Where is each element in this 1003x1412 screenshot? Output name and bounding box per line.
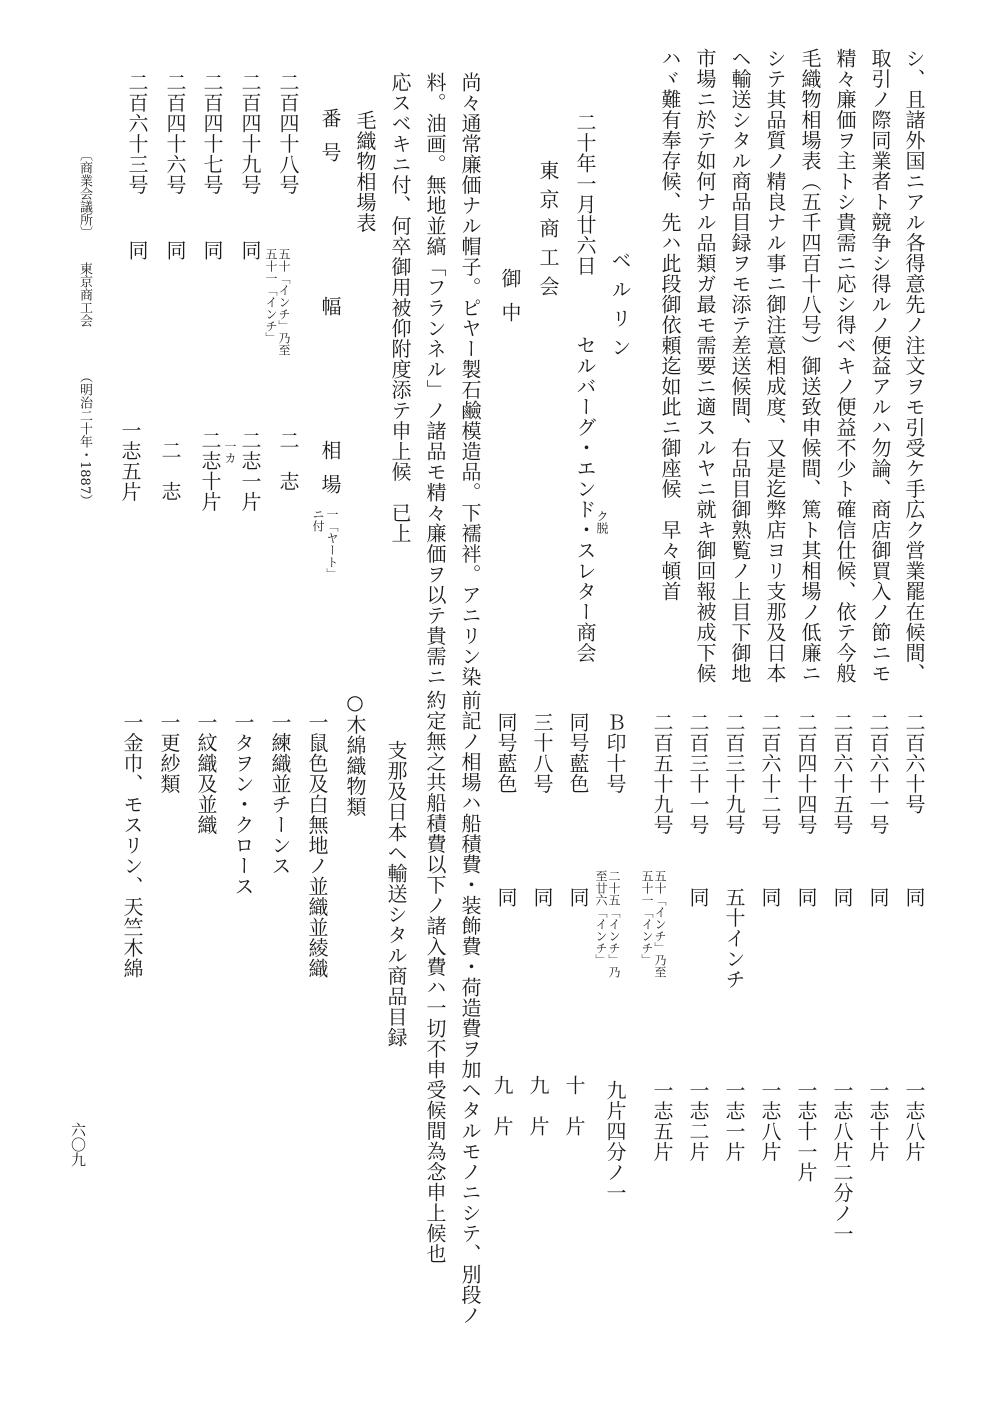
header-price: 相場 (318, 440, 342, 508)
width-line: 五十一「インチ」 (264, 248, 278, 344)
row-number: 二百三十九号 (722, 712, 746, 835)
source-era: （明治二十年・1887） (77, 370, 92, 508)
letter-line-7: 市場ニ於テ如何ナル品類ガ最モ需要ニ適スルヤニ就キ御回報被成下候 (693, 48, 717, 684)
header-number: 番号 (318, 108, 342, 176)
row-price: 二 志 (276, 430, 300, 492)
row-price-note: 一カ (223, 440, 237, 464)
sender-note: ク脱 (595, 510, 609, 534)
list-item: 一練織並チーンス (268, 712, 292, 876)
row-number: 同号藍色 (494, 712, 518, 794)
row-price: 一志八片 (902, 1080, 926, 1162)
row-number: 同号藍色 (566, 712, 590, 794)
source-org: 東京商工会 (77, 262, 92, 327)
date: 二十年一月廿六日 (573, 112, 597, 276)
row-price: 二志一片 (238, 430, 262, 512)
row-width: 同 (494, 887, 518, 908)
row-number: 二百三十一号 (686, 712, 710, 835)
row-number: 二百五十九号 (650, 712, 674, 835)
source-label: 〔商業会議所〕 (77, 148, 92, 239)
letter-line-8: ハヾ難有奉存候、先ハ此段御依頼迄如此ニ御座候 早々頓首 (658, 48, 682, 602)
width-line: 五十一「インチ」 (640, 870, 654, 966)
table-title: 毛織物相場表 (353, 110, 377, 233)
row-width: 同 (530, 887, 554, 908)
row-width: 同 (866, 887, 890, 908)
enclosure-line-1: 尚々通常廉価ナル帽子。ピヤー製石鹼模造品。下襦袢。アニリン染 (458, 72, 482, 687)
enclosure-line-3: 応スベキニ付、何卒御用被仰附度添テ申上候 已上 (388, 72, 412, 544)
row-price: 九片四分ノ一 (603, 1080, 627, 1203)
row-width: 同 (830, 887, 854, 908)
row-width: 同 (758, 887, 782, 908)
row-price: 一志二片 (686, 1080, 710, 1162)
row-number: 二百四十六号 (163, 72, 187, 195)
price-unit-note-1: 一「ヤート」 (325, 508, 339, 580)
letter-line-1: シ、且諸外国ニアル各得意先ノ注文ヲモ引受ケ手広ク営業罷在候間、 (902, 48, 926, 684)
row-number: 二百六十三号 (125, 72, 149, 195)
row-price: 一志八片 (758, 1080, 782, 1162)
row-width: 同 (902, 887, 926, 908)
catalogue-title: 支那及日本ヘ輸送シタル商品目録 (384, 740, 408, 1048)
row-price: 二 志 (158, 440, 182, 502)
row-width: 同 (794, 887, 818, 908)
row-width: 五十インチ (722, 887, 746, 990)
list-item: 一鼠色及白無地ノ並織並綾織 (305, 712, 329, 979)
row-width: 同 (163, 240, 187, 261)
row-price: 一志八片二分ノ一 (830, 1080, 854, 1244)
row-number: 二百六十一号 (866, 712, 890, 835)
row-width: 同 (200, 240, 224, 261)
row-number: 二百四十四号 (794, 712, 818, 835)
row-number: 三十八号 (530, 712, 554, 794)
row-width-stack (640, 870, 666, 978)
enclosure-line-2: 料。油画。無地並縞「フランネル」ノ諸品モ精々廉価ヲ以テ貴需ニ (423, 72, 447, 687)
addressee: 東京商工会 (536, 160, 560, 305)
row-price: 九 片 (526, 1075, 550, 1137)
row-number: 二百四十七号 (200, 72, 224, 195)
list-item: 一紋織及並織 (194, 712, 218, 835)
letter-line-6: ヘ輸送シタル商品目録ヲモ添テ差送候間、右品目御熟覧ノ上目下御地 (728, 48, 752, 684)
onchu: 御中 (498, 268, 522, 336)
row-price: 九 片 (490, 1075, 514, 1137)
price-unit-note-2: ニ付 (311, 508, 325, 532)
row-number: Ｂ印十号 (603, 712, 627, 794)
sender: セルバーグ・エンド・スレター商会 (573, 335, 597, 663)
letter-line-4: 毛織物相場表（五千四百十八号）御送致申候間、篤ト其相場ノ低廉ニ (798, 48, 822, 684)
berlin: ベルリン (608, 250, 632, 366)
closing-line-2: 約定無之共船積費以下ノ諸入費ハ一切不申受候間為念申上候也 (423, 690, 447, 1264)
row-price: 一志十片 (866, 1080, 890, 1162)
category-heading: ○木綿織物類 (343, 690, 367, 817)
width-line: 五十「インチ」乃至 (277, 248, 291, 356)
header-width: 幅 (318, 296, 342, 317)
row-price: 二志十片 (198, 430, 222, 512)
list-item: 一金巾、モスリン、天竺木綿 (120, 712, 144, 979)
row-number: 二百六十五号 (830, 712, 854, 835)
closing-line-1: 前記ノ相場ハ船積費・装飾費・荷造費ヲ加ヘタルモノニシテ、別段ノ (458, 690, 482, 1326)
letter-line-2: 取引ノ際同業者ト競争シ得ルノ便益アルハ勿論、商店御買入ノ節ニモ (868, 48, 892, 684)
row-price: 十 片 (562, 1075, 586, 1137)
row-price: 一志五片 (118, 420, 142, 502)
row-number: 二百四十八号 (276, 72, 300, 195)
letter-line-3: 精々廉価ヲ主トシ貴需ニ応シ得ベキノ便益不少ト確信仕候、依テ今般 (833, 48, 857, 684)
list-item: 一更紗類 (157, 712, 181, 794)
width-line: 二十五「インチ」乃 (607, 870, 621, 978)
page-number: 六〇九 (69, 1122, 87, 1167)
row-number: 二百四十九号 (238, 72, 262, 195)
row-number: 二百六十二号 (758, 712, 782, 835)
row-width-stack (264, 248, 290, 356)
width-line: 五十「インチ」乃至 (653, 870, 667, 978)
row-width: 同 (125, 240, 149, 261)
row-width: 同 (566, 887, 590, 908)
row-price: 一志五片 (650, 1080, 674, 1162)
row-width: 同 (686, 887, 710, 908)
row-width-stack (594, 870, 620, 978)
list-item: 一タヲン・クロース (231, 712, 255, 897)
row-price: 一志十一片 (794, 1080, 818, 1183)
letter-line-5: シテ其品質ノ精良ナル事ニ御注意相成度、又是迄弊店ヨリ支那及日本 (763, 48, 787, 684)
width-line: 至廿六「インチ」 (594, 870, 608, 966)
row-price: 一志一片 (722, 1080, 746, 1162)
row-number: 二百六十号 (902, 712, 926, 815)
row-width: 同 (238, 240, 262, 261)
